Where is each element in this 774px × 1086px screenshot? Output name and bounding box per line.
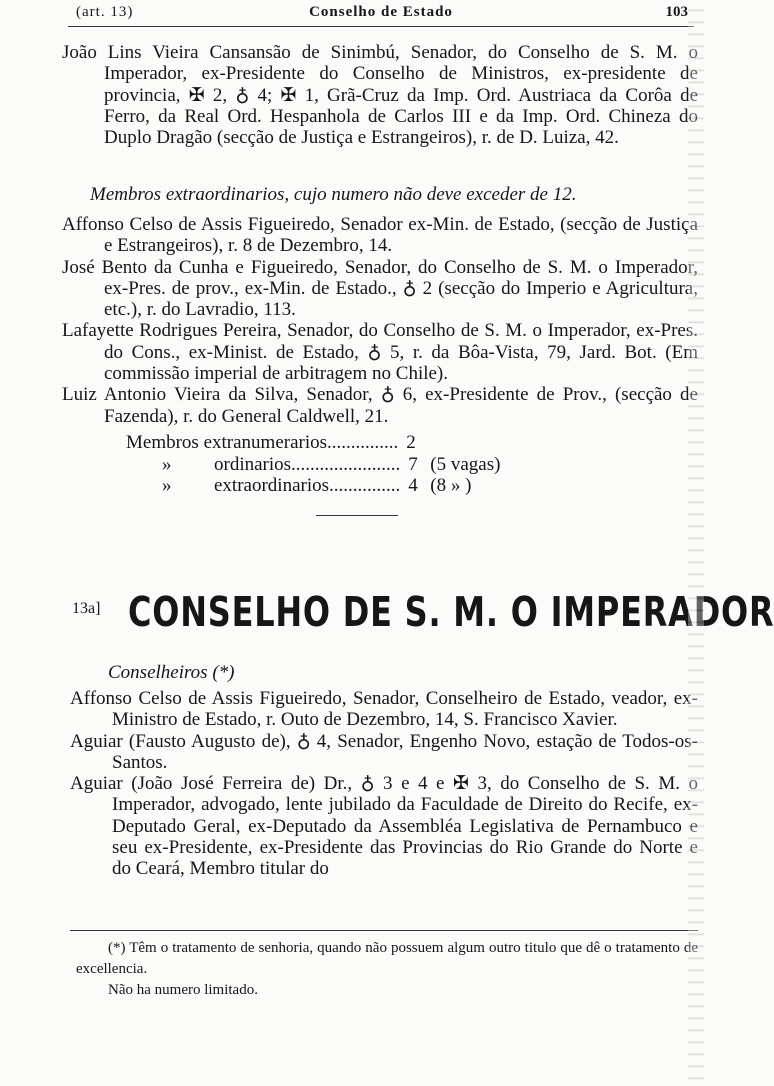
summary-leader-dots: .......................: [291, 453, 401, 475]
ditto-mark: »: [162, 475, 172, 496]
summary-count: 7: [408, 453, 418, 475]
summary-count: 4: [408, 475, 418, 496]
summary-row: [126, 432, 500, 454]
summary-note: (5 vagas): [430, 453, 501, 475]
member-entry: José Bento da Cunha e Figueiredo, Senador, do Conselho de S. M. o Imperador, ex-Pres. de prov., ex-Min. de Estado., ♁ 2 (secção do Imperio e Agricultura, etc.), r. do Lavradio, 113.: [62, 256, 698, 321]
scan-edge-noise: [688, 0, 704, 1086]
footnote-text: (*) Têm o tratamento de senhoria, quando não possuem algum outro titulo que dê o tratamento de excellencia.: [76, 940, 698, 977]
member-entry: João Lins Vieira Cansansão de Sinimbú, Senador, do Conselho de S. M. o Imperador, ex-Presidente do Conselho de Ministros, ex-presidente de provincia, ✠ 2, ♁ 4; ✠ 1, Grã-Cruz da Imp. Ord. Austriaca da Corôa de Ferro, da Real Ord. Hespanhola de Carlos III e da Imp. Ord. Chineza do Duplo Dragão (secção de Justiça e Estrangeiros), r. de D. Luiza, 42.: [62, 42, 698, 149]
header-rule: [68, 26, 694, 27]
summary-row: [126, 475, 500, 497]
summary-label: ordinarios: [214, 453, 292, 475]
section-divider: [316, 515, 398, 516]
member-list-extraordinary: [62, 214, 698, 427]
ditto-mark: »: [162, 453, 172, 475]
footnote-text: Não ha numero limitado.: [108, 982, 258, 998]
summary-label: Membros extranumerarios: [126, 432, 328, 453]
conselheiros-list: [70, 688, 698, 880]
membership-summary: [126, 432, 500, 497]
running-header: [70, 4, 692, 26]
page-number: 103: [665, 4, 688, 20]
footnote-rule: [70, 930, 698, 931]
member-entry: Luiz Antonio Vieira da Silva, Senador, ♁ 6, ex-Presidente de Prov., (secção de Fazenda), r. do General Caldwell, 21.: [62, 384, 698, 427]
header-title: Conselho de Estado: [309, 4, 453, 20]
conselheiros-heading: Conselheiros (*): [108, 662, 235, 683]
member-entry: Affonso Celso de Assis Figueiredo, Senador ex-Min. de Estado, (secção de Justiça e Estrangeiros), r. 8 de Dezembro, 14.: [62, 214, 698, 257]
section-number: 13a]: [72, 600, 101, 617]
member-list-ordinary: [62, 42, 698, 148]
summary-leader-dots: ...............: [329, 475, 401, 496]
footnote: [76, 938, 698, 1001]
member-entry: Aguiar (João José Ferreira de) Dr., ♁ 3 e 4 e ✠ 3, do Conselho de S. M. o Imperador, advogado, lente jubilado da Faculdade de Direito do Recife, ex-Deputado Geral, ex-Deputado da Assembléa Legislativa de Pernambuco e seu ex-Presidente, ex-Presidente das Provincias do Rio Grande do Norte e do Ceará, Membro titular do: [70, 773, 698, 880]
summary-label: extraordinarios: [214, 475, 330, 496]
extraordinary-members-heading: Membros extraordinarios, cujo numero não deve exceder de 12.: [90, 184, 577, 205]
section-title: CONSELHO DE S. M. O IMPERADOR: [128, 588, 774, 636]
member-entry: Affonso Celso de Assis Figueiredo, Senador, Conselheiro de Estado, veador, ex-Ministro de Estado, r. Outo de Dezembro, 14, S. Francisco Xavier.: [70, 688, 698, 731]
summary-count: 2: [406, 432, 416, 453]
header-article-ref: (art. 13): [76, 4, 134, 20]
summary-row: [126, 454, 500, 476]
member-entry: Aguiar (Fausto Augusto de), ♁ 4, Senador, Engenho Novo, estação de Todos-os-Santos.: [70, 730, 698, 773]
summary-leader-dots: ...............: [327, 432, 399, 453]
member-entry: Lafayette Rodrigues Pereira, Senador, do Conselho de S. M. o Imperador, ex-Pres. do Cons., ex-Minist. de Estado, ♁ 5, r. da Bôa-Vista, 79, Jard. Bot. (Em commissão imperial de arbitragem no Chile).: [62, 320, 698, 385]
summary-note: (8 » ): [430, 475, 472, 496]
